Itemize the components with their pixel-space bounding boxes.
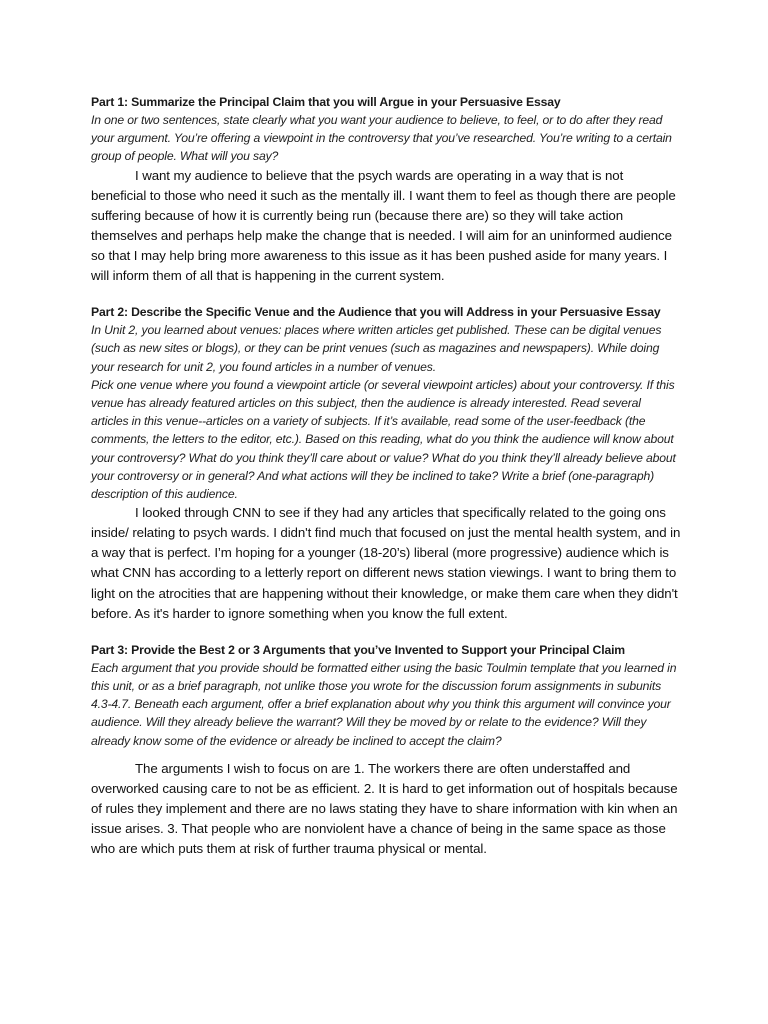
part3-heading: Part 3: Provide the Best 2 or 3 Arguments that you’ve Invented to Support your Principal Claim <box>91 642 625 657</box>
part1-section <box>91 93 681 286</box>
part3-answer: The arguments I wish to focus on are 1. The workers there are often understaffed and overworked causing care to not be as efficient. 2. It is hard to get information out of hospitals because of rules they implement and there are no laws stating they have to share information with kin when an issue arises. 3. That people who are nonviolent have a chance of being in the same space as those who are which puts them at risk of further trauma physical or mental. <box>91 760 678 857</box>
part2-section <box>91 303 681 624</box>
part3-prompt: Each argument that you provide should be formatted either using the basic Toulmin template that you learned in this unit, or as a brief paragraph, not unlike those you wrote for the discussion forum assignments in subunits 4.3-4.7. Beneath each argument, offer a brief explanation about why you think this argument will convince your audience. Will they already believe the warrant? Will they be moved by or relate to the evidence? Will they already know some of the evidence or already be inclined to accept the claim? <box>91 660 677 748</box>
part2-prompt-venues: In Unit 2, you learned about venues: places where written articles get published. These can be digital venues (such as new sites or blogs), or they can be print venues (such as magazines and newspapers). While doing your research for unit 2, you found articles in a number of venues. <box>91 323 662 374</box>
part1-answer: I want my audience to believe that the psych wards are operating in a way that is not beneficial to those who need it such as the mentally ill. I want them to feel as though there are people suffering because of how it is currently being run (because there are) so they will take action themselves and perhaps help make the change that is needed. I will aim for an uninformed audience so that I may help bring more awareness to this issue as it has been pushed aside for many years. I will inform them of all that is happening in the current system. <box>91 167 676 284</box>
part1-prompt: In one or two sentences, state clearly what you want your audience to believe, to feel, or to do after they read your argument. You’re offering a viewpoint in the controversy that you’ve researched. You’re writing to a certain group of people. What will you say? <box>91 113 672 164</box>
part2-heading: Part 2: Describe the Specific Venue and the Audience that you will Address in your Persuasive Essay <box>91 305 661 320</box>
part2-answer: I looked through CNN to see if they had any articles that specifically related to the going ons inside/ relating to psych wards. I didn't find much that focused on just the mental health system, and in a way that is perfect. I’m hoping for a younger (18-20’s) liberal (more progressive) audience which is what CNN has according to a letterly report on different news station viewings. I want to bring them to light on the atrocities that are happening without their knowledge, or make them care when they didn't before. As it's harder to ignore something when you know the full extent. <box>91 505 681 621</box>
part3-section <box>91 641 681 859</box>
part1-heading: Part 1: Summarize the Principal Claim that you will Argue in your Persuasive Essay <box>91 95 561 109</box>
document-page <box>91 93 681 876</box>
part2-prompt-audience: Pick one venue where you found a viewpoint article (or several viewpoint articles) about your controversy. If this venue has already featured articles on this subject, then the audience is already interested. Read several articles in this venue--articles on a variety of subjects. If it’s available, read some of the user-feedback (the comments, the letters to the editor, etc.). Based on this reading, what do you think the audience will know about your controversy? What do you think they’ll care about or value? What do you think they’ll already believe about your controversy or in general? And what actions will they be inclined to take? Write a brief (one-paragraph) description of this audience. <box>91 377 676 501</box>
